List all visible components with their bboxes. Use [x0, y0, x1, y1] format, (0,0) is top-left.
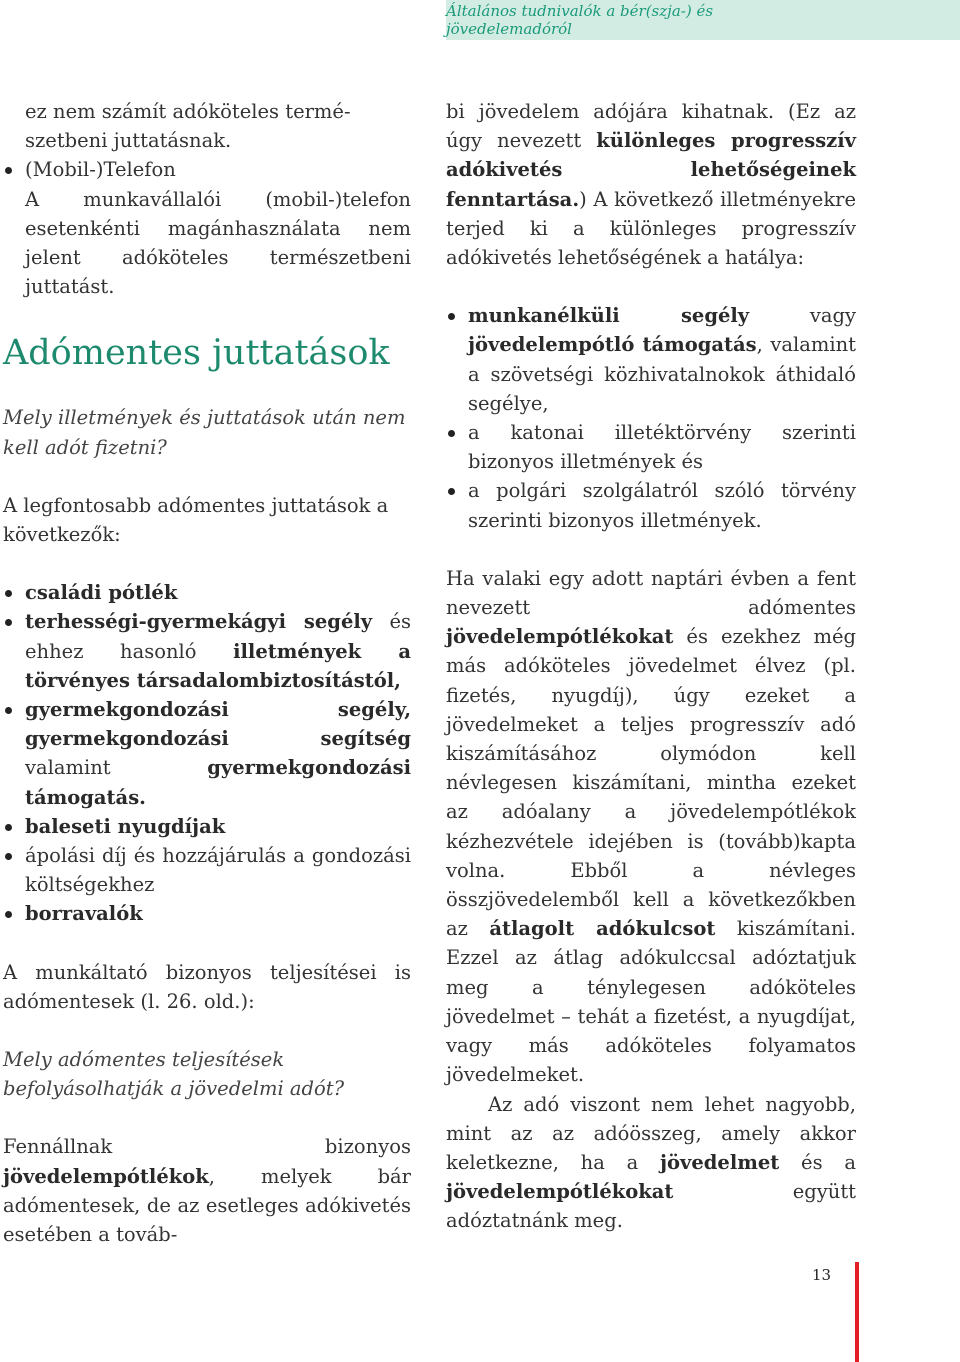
right-column: [446, 97, 856, 1236]
list-item: baleseti nyugdíjak: [3, 812, 411, 841]
left-final-paragraph: Fennállnak bizonyos jövedelempótlékok, melyek bár adómentesek, de az esetleges adókivetés esetében a továb-: [3, 1135, 411, 1247]
right-paragraph-2: Ha valaki egy adott naptári évben a fent nevezett adómentes jövedelempótlékokat és ezekhez még más adóköteles jövedelmet élvez (pl. fizetés, nyugdíj), úgy ezeket a jövedelmeket a teljes progresszív adó kiszámításához olymódon kell névlegesen kiszámítani, mintha ezeket az adóalany a jövedelempótlékok kézhezvétele idejében is (tovább)kapta volna. Ebből a névleges összjövedelemből kell a következőkben az átlagolt adókulcsot kiszámítani. Ezzel az átlag adókulccsal adóztatjuk meg a ténylegesen adóköteles jövedelmet – tehát a fizetést, a nyugdíjat, vagy más adóköteles folyamatos jövedelmeket.: [446, 566, 856, 1087]
running-header: [446, 0, 960, 40]
list-item: családi pótlék: [3, 578, 411, 607]
exempt-list: [3, 578, 411, 928]
right-paragraph-1: bi jövedelem adójára kihatnak. (Ez az úgy nevezett különleges progresszív adókivetés lehetőségeinek fenntartása.) A következő illetményekre terjed ki a különleges progresszív adókivetés lehetőségének a hatálya:: [446, 100, 856, 270]
list-item: borravalók: [3, 899, 411, 928]
page-number: 13: [812, 1266, 832, 1284]
intro-continuation: ez nem számít adóköteles termé- szetbeni juttatásnak.: [25, 100, 351, 153]
right-paragraph-3: Az adó viszont nem lehet nagyobb, mint az az adóösszeg, amely akkor keletkezne, ha a jövedelmet és a jövedelempótlékokat együtt adóztatnánk meg.: [446, 1092, 856, 1233]
phone-text: A munkavállalói (mobil-)telefon esetenkénti magánhasználata nem jelent adóköteles természetbeni juttatást.: [25, 187, 411, 299]
list-item: ápolási díj és hozzájárulás a gondozási költségekhez: [3, 841, 411, 899]
progressive-list: [446, 301, 856, 535]
running-header-title: Általános tudnivalók a bér(szja-) és jövedelemadóról: [446, 2, 714, 38]
list-item-phone: [3, 155, 411, 301]
list-item: gyermekgondozási segély, gyermekgondozási segítség valamint gyermekgondozási támogatás.: [3, 695, 411, 812]
page-accent-bar: [855, 1262, 859, 1362]
section-title: Adómentes juttatások: [3, 333, 390, 374]
question-2: Mely adómentes teljesítések befolyásolhatják a jövedelmi adót?: [3, 1048, 345, 1101]
question-1: Mely illetmények és juttatások után nem kell adót fizetni?: [3, 406, 406, 459]
lead-text: A legfontosabb adómentes juttatások a következők:: [3, 493, 389, 547]
left-column: [3, 97, 411, 1249]
list-item: terhességi-gyermekágyi segély és ehhez hasonló illetmények a törvényes társadalombiztosítástól,: [3, 607, 411, 695]
phone-title: (Mobil-)Telefon: [25, 158, 176, 182]
list-item: a polgári szolgálatról szóló törvény szerinti bizonyos illetmények.: [446, 476, 856, 534]
list-item: a katonai illetéktörvény szerinti bizonyos illetmények és: [446, 418, 856, 476]
employer-text: A munkáltató bizonyos teljesítései is adómentesek (l. 26. old.):: [3, 960, 411, 1013]
phone-list: [3, 155, 411, 301]
list-item: munkanélküli segély vagy jövedelempótló támogatás, valamint a szövetségi közhivatalnokok áthidaló segélye,: [446, 301, 856, 418]
